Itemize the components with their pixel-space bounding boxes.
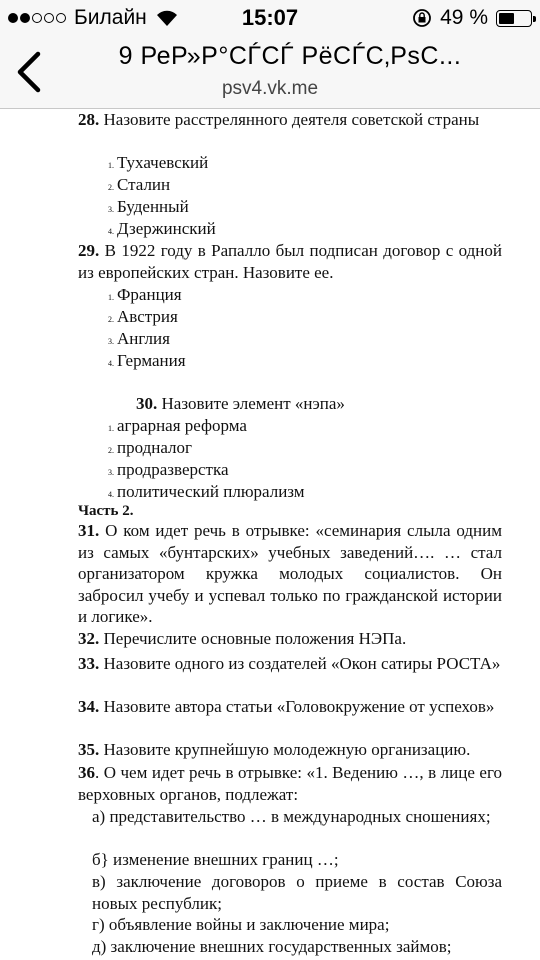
list-item: 4. Дзержинский [108,219,216,238]
question-32: 32. Перечислите основные положения НЭПа. [78,629,407,648]
list-item: 2. Австрия [108,307,178,326]
question-30: 30. Назовите элемент «нэпа» [136,394,345,413]
clock: 15:07 [241,5,299,30]
status-right [412,6,532,30]
list-item: 4. политический плюрализм [108,482,305,501]
rotation-lock-icon [412,8,432,28]
list-item: 3. Буденный [108,197,189,216]
battery-percent: 49 % [440,6,488,29]
question-34: 34. Назовите автора статьи «Головокружение от успехов» [78,697,495,716]
question-29: 29. В 1922 году в Рапалло был подписан договор с одной из европейских стран. Назовите ее. [78,241,502,282]
list-item: 3. продразверстка [108,460,229,479]
status-bar [0,0,540,36]
list-item: в) заключение договоров о приеме в состав Союза новых республик; [92,872,502,913]
question-36: 36. О чем идет речь в отрывке: «1. Ведению …, в лице его верховных органов, подлежат: [78,763,502,804]
battery-icon [496,10,532,27]
question-28: 28. Назовите расстрелянного деятеля советской страны [78,110,480,129]
navigation-bar [0,36,540,109]
list-item: 1. Тухачевский [108,153,209,172]
list-item: б} изменение внешних границ …; [92,850,339,869]
carrier-name: Билайн [74,6,147,29]
list-item: 2. Сталин [108,175,171,194]
list-item: 4. Германия [108,351,186,370]
question-35: 35. Назовите крупнейшую молодежную организацию. [78,740,471,759]
list-item: г) объявление войны и заключение мира; [92,915,390,934]
question-31: 31. О ком идет речь в отрывке: «семинария слыла одним из самых «бунтарских» учебных заведений…. … стал организатором кружка молодых социалистов. Он забросил учебу и успевал только по гражданской истории и логике». [78,521,502,626]
list-item: 1. аграрная реформа [108,416,247,435]
list-item: 2. продналог [108,438,193,457]
list-item: а) представительство … в международных сношениях; [92,807,491,826]
list-item: 1. Франция [108,285,182,304]
question-33: 33. Назовите одного из создателей «Окон сатиры РОСТА» [78,654,501,673]
list-item: д) заключение внешних государственных займов; [92,937,452,956]
document-content [0,109,540,960]
part-heading: Часть 2. [78,503,134,519]
page-title: 9 РеР»Р°СЃСЃ РёСЃС‚РѕС... [118,42,462,70]
page-url: psv4.vk.me [221,78,319,99]
list-item: 3. Англия [108,329,170,348]
